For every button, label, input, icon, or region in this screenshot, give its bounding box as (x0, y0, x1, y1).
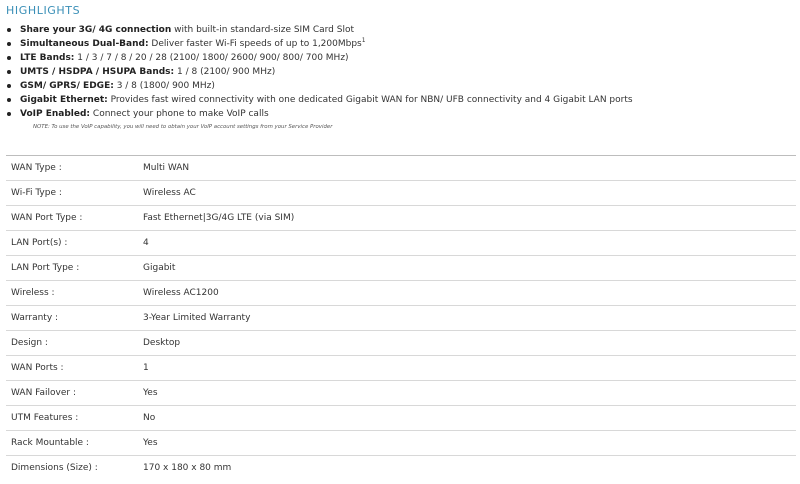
spec-value: 3-Year Limited Warranty (143, 313, 251, 323)
highlight-text: 1 / 8 (2100/ 900 MHz) (174, 67, 276, 77)
spec-row-wifi-type (6, 180, 796, 205)
bullet-icon (7, 28, 11, 32)
spec-row-wan-failover (6, 380, 796, 405)
spec-row-lan-port-type (6, 255, 796, 280)
spec-value: 4 (143, 238, 149, 248)
highlight-text: Deliver faster Wi-Fi speeds of up to 1,200Mbps (148, 39, 362, 49)
specs-table (6, 155, 796, 480)
spec-row-wan-type (6, 155, 796, 180)
spec-row-wan-port-type (6, 205, 796, 230)
spec-label: WAN Failover : (11, 388, 76, 398)
spec-label: Wi-Fi Type : (11, 188, 62, 198)
bullet-icon (7, 70, 11, 74)
spec-value: Yes (143, 438, 158, 448)
spec-label: Warranty : (11, 313, 59, 323)
spec-label: WAN Ports : (11, 363, 64, 373)
highlight-bold: Share your 3G/ 4G connection (20, 25, 172, 35)
spec-value: Multi WAN (143, 163, 190, 173)
spec-value: 170 x 180 x 80 mm (143, 463, 232, 473)
spec-value: Yes (143, 388, 158, 398)
spec-label: WAN Type : (11, 163, 62, 173)
highlight-text: Provides fast wired connectivity with one dedicated Gigabit WAN for NBN/ UFB connectivity and 4 Gigabit LAN ports (107, 95, 633, 105)
spec-row-utm-features (6, 405, 796, 430)
spec-row-warranty (6, 305, 796, 330)
spec-label: Design : (11, 338, 48, 348)
spec-value: No (143, 413, 156, 423)
highlight-text: 3 / 8 (1800/ 900 MHz) (113, 81, 215, 91)
spec-value: Wireless AC (143, 188, 196, 198)
highlight-item (20, 23, 633, 37)
highlight-item (20, 93, 633, 107)
spec-value: Desktop (143, 338, 181, 348)
highlight-text: 1 / 3 / 7 / 8 / 20 / 28 (2100/ 1800/ 2600/ 900/ 800/ 700 MHz) (74, 53, 349, 63)
bullet-icon (7, 56, 11, 60)
footnote-marker: 1 (361, 37, 366, 44)
highlight-item (20, 37, 633, 51)
highlight-bold: UMTS / HSDPA / HSUPA Bands: (20, 67, 175, 77)
spec-row-lan-ports (6, 230, 796, 255)
spec-label: Wireless : (11, 288, 55, 298)
spec-label: UTM Features : (11, 413, 79, 423)
bullet-icon (7, 112, 11, 116)
spec-label: LAN Port Type : (11, 263, 80, 273)
highlight-item (20, 107, 633, 121)
spec-row-dimensions (6, 455, 796, 480)
spec-value: Wireless AC1200 (143, 288, 219, 298)
spec-label: WAN Port Type : (11, 213, 83, 223)
highlights-heading: HIGHLIGHTS (6, 4, 81, 17)
highlight-bold: VoIP Enabled: (20, 109, 91, 119)
spec-label: LAN Port(s) : (11, 238, 68, 248)
spec-value: 1 (143, 363, 149, 373)
bullet-icon (7, 98, 11, 102)
bullet-icon (7, 42, 11, 46)
spec-row-design (6, 330, 796, 355)
spec-label: Dimensions (Size) : (11, 463, 98, 473)
bullet-icon (7, 84, 11, 88)
spec-value: Fast Ethernet|3G/4G LTE (via SIM) (143, 213, 295, 223)
spec-row-wan-ports (6, 355, 796, 380)
spec-value: Gigabit (143, 263, 176, 273)
highlight-item (20, 79, 633, 93)
highlight-bold: Gigabit Ethernet: (20, 95, 108, 105)
highlights-list (20, 23, 633, 121)
voip-note: NOTE: To use the VoIP capability, you will need to obtain your VoIP account settings from your Service Provider (33, 124, 333, 130)
highlight-item (20, 51, 633, 65)
highlight-item (20, 65, 633, 79)
highlight-bold: Simultaneous Dual-Band: (20, 39, 149, 49)
highlight-text: Connect your phone to make VoIP calls (90, 109, 269, 119)
spec-row-wireless (6, 280, 796, 305)
highlight-bold: LTE Bands: (20, 53, 75, 63)
spec-row-rack-mountable (6, 430, 796, 455)
spec-label: Rack Mountable : (11, 438, 89, 448)
highlight-bold: GSM/ GPRS/ EDGE: (20, 81, 114, 91)
highlight-text: with built-in standard-size SIM Card Slot (171, 25, 354, 35)
